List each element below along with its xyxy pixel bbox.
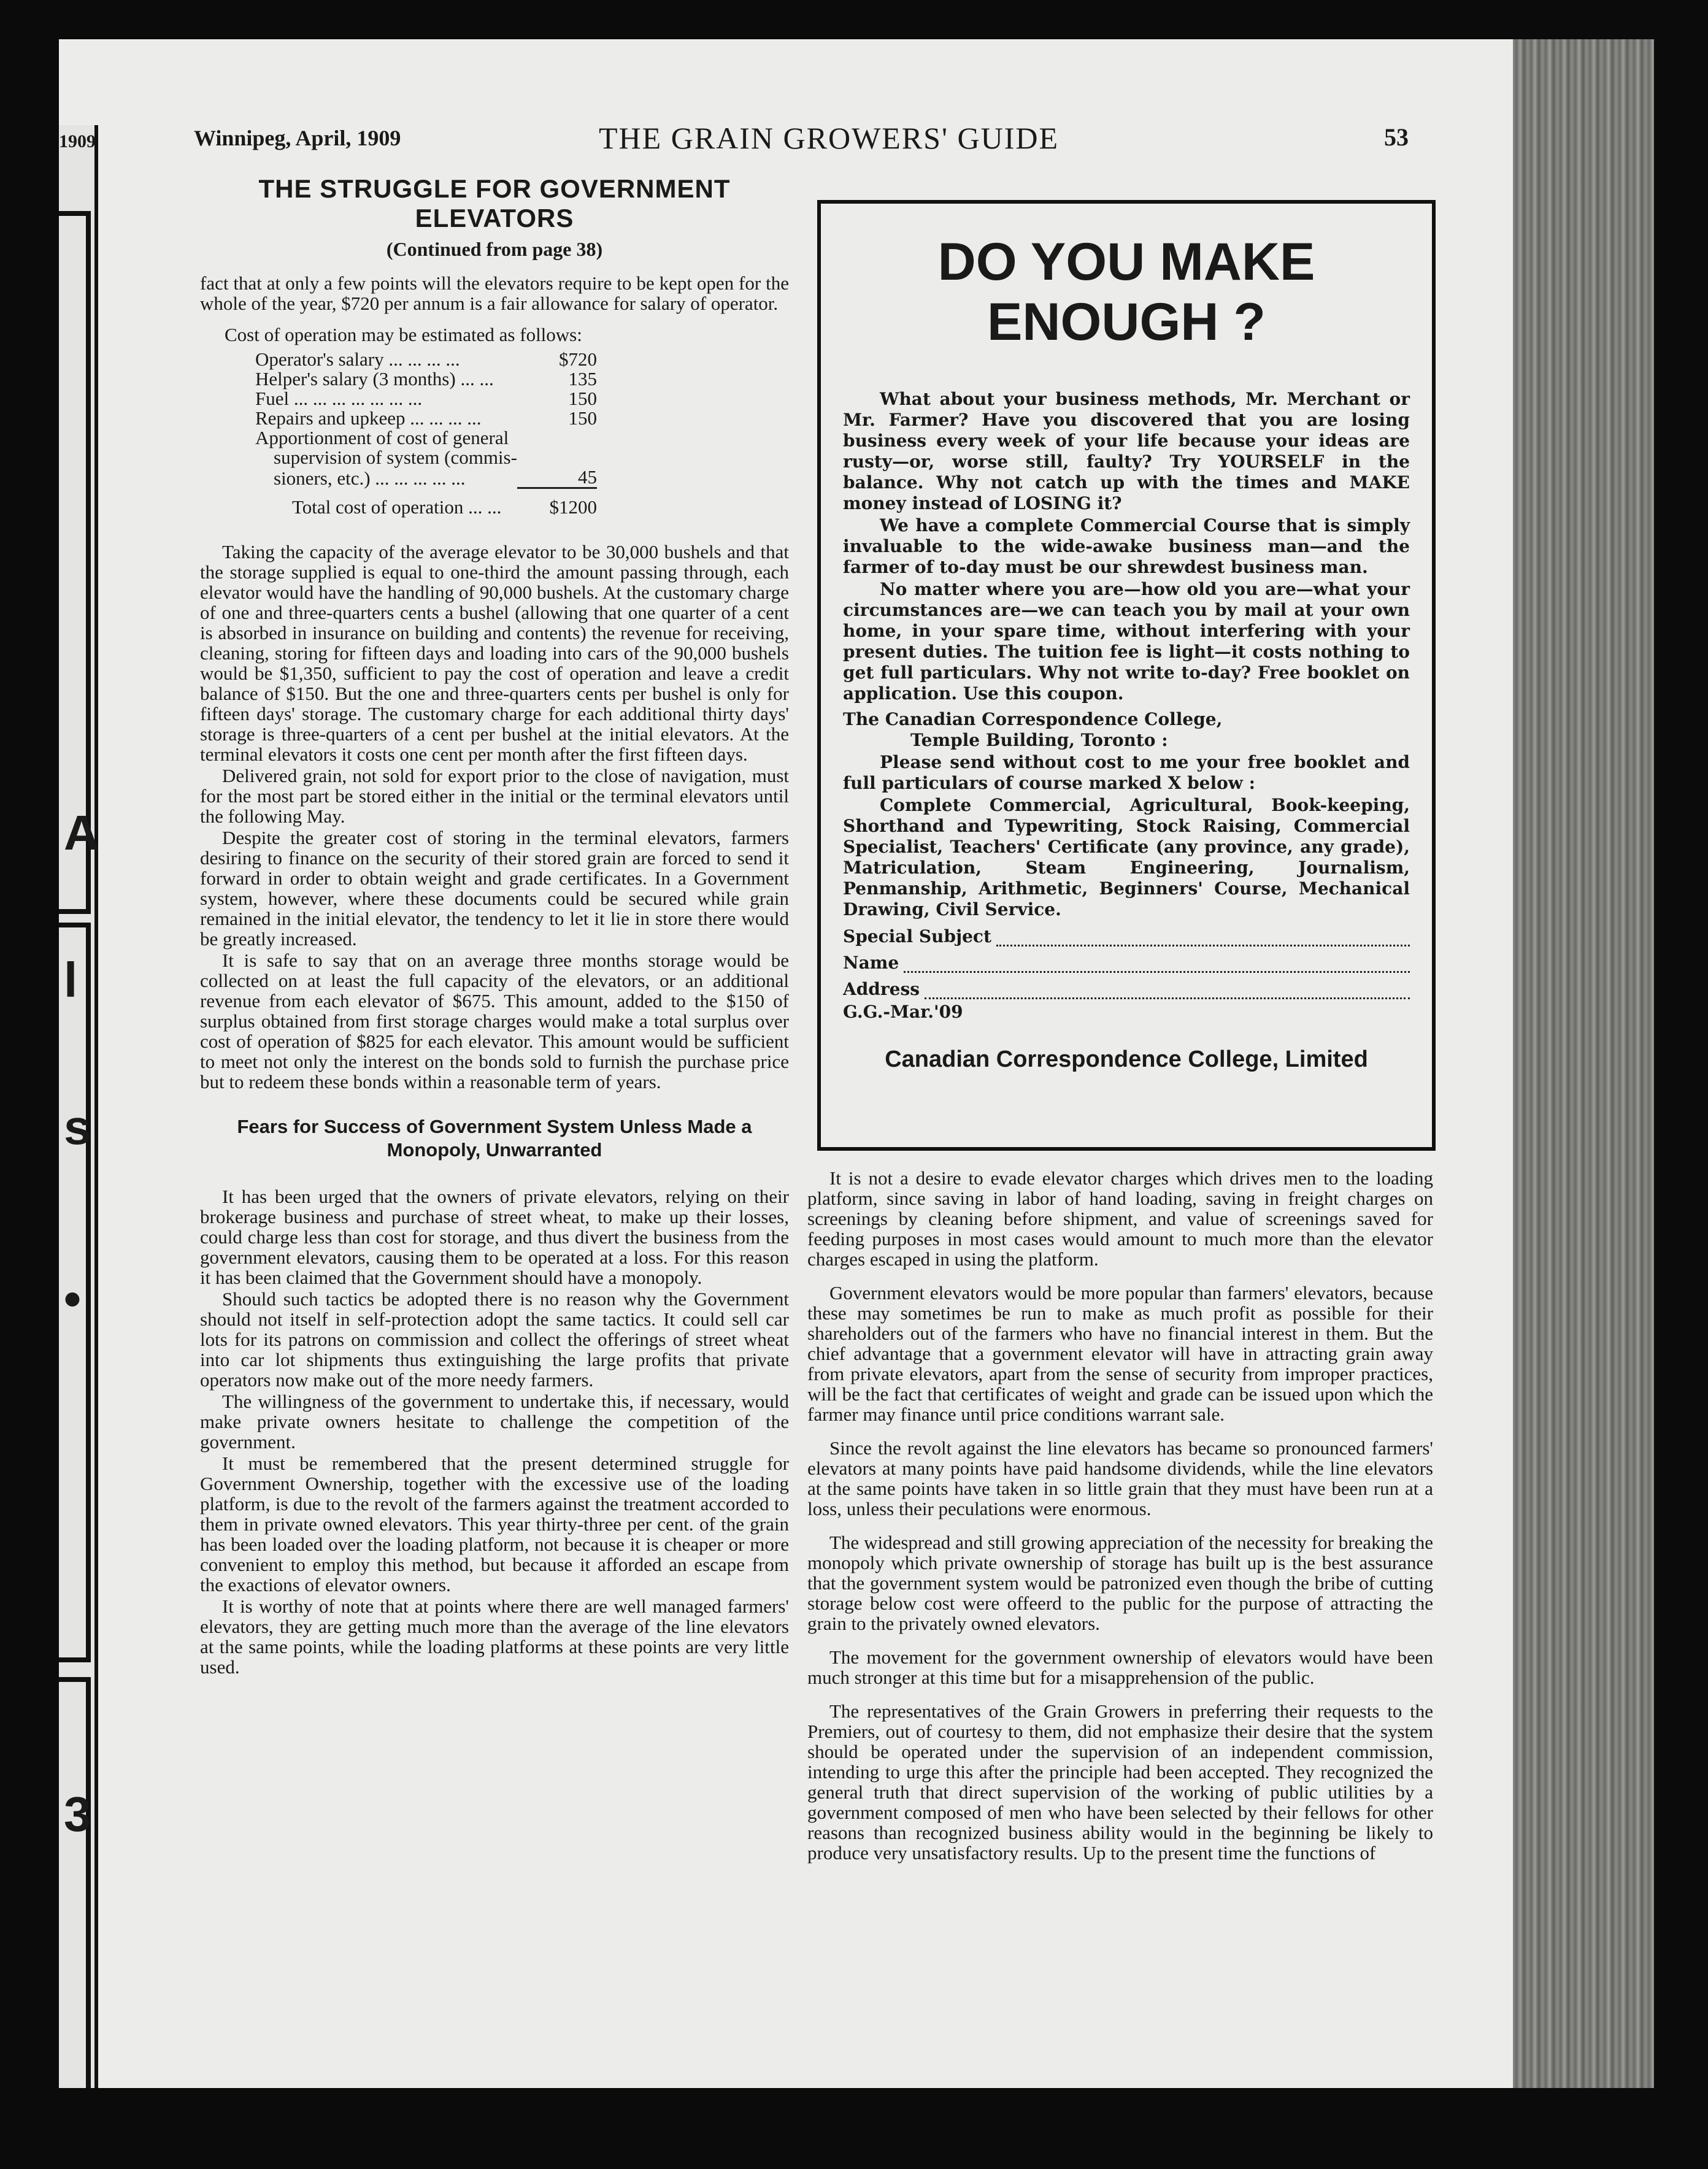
section-subhead-line: Monopoly, Unwarranted: [387, 1139, 602, 1161]
article-paragraph: fact that at only a few points will the elevators require to be kept open for the whole of the year, $720 per annum is a fair allowance for salary of operator.: [200, 272, 789, 314]
name-label: Name: [843, 953, 899, 973]
cost-table: [255, 350, 597, 517]
book-binding-edge: [1513, 39, 1654, 2088]
article-paragraph: The widespread and still growing appreciation of the necessity for breaking the monopoly which private ownership of storage has built up is the best assurance that the government system would be patronized even though the bribe of cutting storage below cost were offeerd to the public for the purpose of attracting the grain to the privately owned elevators.: [807, 1532, 1433, 1634]
cost-label: Helper's salary (3 months) ... ...: [255, 368, 494, 390]
ad-headline-line: ENOUGH ?: [987, 293, 1266, 351]
cost-amount: 150: [568, 407, 597, 429]
cost-total-row: [255, 488, 597, 518]
article-paragraph: Since the revolt against the line elevators has became so pronounced farmers' elevators at many points have paid handsome dividends, while the line elevators at the same points have taken in so little grain that they must have been run at a loss, unless their peculations were enormous.: [807, 1437, 1433, 1519]
newspaper-title: THE GRAIN GROWERS' GUIDE: [599, 121, 1060, 155]
advertisement-box: [817, 200, 1436, 1151]
cost-label: Fuel ... ... ... ... ... ... ...: [255, 388, 423, 409]
left-column: [200, 174, 789, 2088]
dateline: Winnipeg, April, 1909: [194, 126, 401, 150]
continued-note: (Continued from page 38): [386, 238, 603, 260]
article-paragraph: Delivered grain, not sold for export prior to the close of navigation, must for the most part be stored either in the initial or the terminal elevators until the following May.: [200, 765, 789, 827]
cost-amount: 135: [568, 368, 597, 390]
course-list: Complete Commercial, Agricultural, Book-keeping, Shorthand and Typewriting, Stock Raising, Commercial Specialist, Teachers' Certificate (any province, any grade), Matriculation, Steam Engineering, Journalism, Penmanship, Arithmetic, Beginners' Course, Mechanical Drawing, Civil Service.: [843, 795, 1410, 919]
address-field: [843, 979, 1410, 999]
previous-page-box: [59, 923, 91, 1662]
edge-fragment: l: [64, 953, 78, 1007]
paragraph-gap: [807, 1687, 1433, 1701]
edge-fragment: A: [64, 805, 99, 860]
cost-intro: Cost of operation may be estimated as follows:: [225, 324, 582, 345]
name-blank: [904, 958, 1410, 973]
ad-address-line: The Canadian Correspondence College,: [843, 709, 1223, 729]
ad-code: G.G.-Mar.'09: [843, 1002, 963, 1022]
paragraph-gap: [807, 1269, 1433, 1283]
ad-advertiser: Canadian Correspondence College, Limited: [885, 1046, 1368, 1072]
article-paragraph: Should such tactics be adopted there is no reason why the Government should not itself in self-protection adopt the same tactics. It could sell car lots for its patrons on commission and collect the offerings of street wheat into car lot shipments thus extinguishing the large profits that private operators now make out of the more needy farmers.: [200, 1288, 789, 1391]
article-paragraph: The willingness of the government to undertake this, if necessary, would make private owners hesitate to challenge the competition of the government.: [200, 1391, 789, 1453]
article-paragraph: It has been urged that the owners of private elevators, relying on their brokerage business and purchase of street wheat, to make up their losses, could charge less than cost for storage, and thus divert the business from the government elevators, causing them to be operated at a loss. For this reason it has been claimed that the Government should have a monopoly.: [200, 1186, 789, 1288]
address-label: Address: [843, 979, 920, 999]
previous-page-year: 1909: [59, 131, 96, 152]
section-subhead: [200, 1115, 789, 1162]
cost-total-amount: $1200: [549, 496, 597, 518]
previous-page-edge: [59, 125, 98, 2088]
cost-label: Repairs and upkeep ... ... ... ...: [255, 407, 482, 429]
cost-row: [255, 448, 597, 467]
article-paragraph: It must be remembered that the present determined struggle for Government Ownership, together with the excessive use of the loading platform, is due to the revolt of the farmers against the treatment accorded to them in private owned elevators. This year thirty-three per cent. of the grain has been loaded over the loading platform, not because it is cheaper or more convenient to employ this method, but because it afforded an escape from the exactions of elevator owners.: [200, 1453, 789, 1595]
cost-amount: 150: [568, 388, 597, 409]
paragraph-gap: [807, 1424, 1433, 1438]
paragraph-gap: [807, 1519, 1433, 1532]
edge-fragment: 3: [64, 1787, 91, 1841]
edge-fragment: s: [64, 1100, 91, 1154]
ad-headline: [843, 232, 1410, 352]
cost-amount: [517, 448, 597, 467]
article-paragraph: Government elevators would be more popular than farmers' elevators, because these may sometimes be run to make as much profit as possible for their shareholders out of the farmers who have no financial interest in them. But the chief advantage that a government elevator will have in attracting grain away from private elevators, apart from the sense of security from improper practices, will be the fact that certificates of weight and grade can be issued upon which the farmer may finance until price conditions warrant sale.: [807, 1282, 1433, 1425]
cost-label: Apportionment of cost of general: [255, 427, 509, 448]
coupon-request: Please send without cost to me your free booklet and full particulars of course marked X below :: [843, 752, 1410, 793]
cost-label: sioners, etc.) ... ... ... ... ...: [274, 467, 466, 489]
address-blank: [925, 984, 1410, 999]
article-paragraph: The movement for the government ownership of elevators would have been much stronger at this time but for a misapprehension of the public.: [807, 1646, 1433, 1688]
article-paragraph: The representatives of the Grain Growers in preferring their requests to the Premiers, out of courtesy to them, did not emphasize their desire that the system should be operated under the supervision of an independent commission, intending to urge this after the principle had been accepted. They recognized the general truth that direct supervision of the working of public utilities by a government composed of men who have been selected by their fellows for other reasons than recognized business ability would in the beginning be likely to produce very unsatisfactory results. Up to the present time the functions of: [807, 1700, 1433, 1864]
edge-fragment: •: [64, 1272, 82, 1326]
previous-page-box: [59, 1677, 91, 2088]
page-header: [133, 88, 1452, 155]
ad-body: [843, 389, 1410, 920]
section-subhead-line: Fears for Success of Government System Unless Made a: [237, 1116, 752, 1137]
cost-label: supervision of system (commis-: [274, 447, 517, 468]
article-paragraph: It is not a desire to evade elevator charges which drives men to the loading platform, since saving in labor of hand loading, saving in freight charges on screenings by cleaning before shipment, and value of screenings saved for feeding purposes in most cases would amount to much more than the elevator charges escaped in using the platform.: [807, 1167, 1433, 1270]
cost-amount: 45: [517, 467, 597, 488]
article-paragraph: Despite the greater cost of storing in the terminal elevators, farmers desiring to finance on the security of their stored grain are forced to send it forward in order to obtain weight and grade certificates. In a Government system, however, where these documents could be secured while grain remained in the initial elevator, the tendency to let it lie in store there would be greatly increased.: [200, 827, 789, 950]
article-paragraph: It is safe to say that on an average three months storage would be collected on at least the full capacity of the elevators, or an additional revenue from each elevator of $675. This amount, added to the $150 of surplus obtained from first storage charges would make a total surplus over cost of operation of $825 for each elevator. This amount would be sufficient to meet not only the interest on the bonds sold to furnish the purchase price but to redeem these bonds within a reasonable term of years.: [200, 950, 789, 1092]
ad-paragraph: No matter where you are—how old you are—what your circumstances are—we can teach you by mail at your own home, in your spare time, without interfering with your present duties. The tuition fee is light—it costs nothing to get full particulars. Why not write to-day? Free booklet on application. Use this coupon.: [843, 579, 1410, 704]
special-subject-label: Special Subject: [843, 926, 991, 946]
cost-row: [255, 428, 597, 448]
cost-row: [255, 409, 597, 428]
special-subject-blank: [996, 931, 1410, 946]
cost-label: Operator's salary ... ... ... ...: [255, 348, 460, 370]
ad-address-line: Temple Building, Toronto :: [910, 730, 1168, 750]
ad-paragraph: We have a complete Commercial Course that is simply invaluable to the wide-awake business man—and the farmer of to-day must be our shrewdest business man.: [843, 515, 1410, 577]
cost-amount: $720: [558, 348, 597, 370]
cost-row: [255, 467, 597, 488]
cost-row: [255, 389, 597, 409]
article-headline-line: ELEVATORS: [415, 204, 574, 232]
previous-page-box: [59, 211, 99, 914]
cost-row: [255, 350, 597, 369]
page-number: 53: [1384, 123, 1409, 151]
paragraph-gap: [807, 1633, 1433, 1647]
cost-table-wrap: [200, 350, 789, 517]
ad-paragraph: What about your business methods, Mr. Merchant or Mr. Farmer? Have you discovered that you are losing business every week of your life because your ideas are rusty—or, worse still, faulty? Try YOURSELF in the balance. Why not catch up with the times and MAKE money instead of LOSING it?: [843, 389, 1410, 513]
article-headline-line: THE STRUGGLE FOR GOVERNMENT: [258, 174, 731, 203]
cost-amount: [517, 428, 597, 448]
article-headline: [200, 174, 789, 233]
article-paragraph: It is worthy of note that at points where there are well managed farmers' elevators, they are getting much more than the average of the line elevators at the same points, while the loading platforms at these points are very little used.: [200, 1595, 789, 1678]
ad-headline-line: DO YOU MAKE: [937, 232, 1315, 291]
special-subject-field: [843, 926, 1410, 946]
newspaper-page: [59, 39, 1654, 2088]
name-field: [843, 953, 1410, 973]
cost-total-label: Total cost of operation ... ...: [292, 496, 502, 518]
article-paragraph: Taking the capacity of the average elevator to be 30,000 bushels and that the storage supplied is equal to one-third the amount passing through, each elevator would have the handling of 90,000 bushels. At the customary charge of one and three-quarters cents a bushel (allowing that one quarter of a cent is absorbed in insurance on building and contents) the revenue for receiving, cleaning, storing for fifteen days and loading into cars of the 90,000 bushels would be $1,350, sufficient to pay the cost of operation and leave a credit balance of $150. But the one and three-quarters cents per bushel is only for fifteen days' storage. The customary charge for each additional thirty days' storage is three-quarters of a cent per bushel at the initial elevators. At the terminal elevators it costs one cent per month after the first fifteen days.: [200, 541, 789, 765]
cost-row: [255, 369, 597, 389]
right-column: [807, 1168, 1433, 1863]
